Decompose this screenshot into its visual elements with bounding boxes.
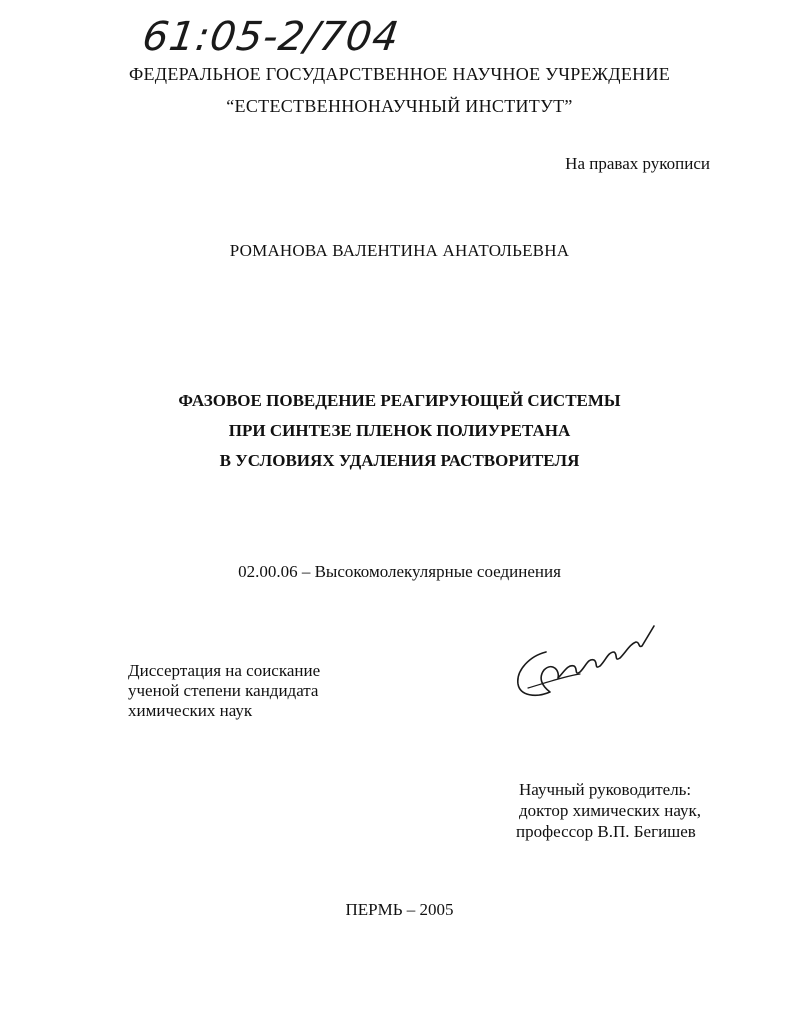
organization-name-line2: “ЕСТЕСТВЕННОНАУЧНЫЙ ИНСТИТУТ”: [226, 96, 573, 116]
thesis-title-line1: ФАЗОВОЕ ПОВЕДЕНИЕ РЕАГИРУЮЩЕЙ СИСТЕМЫ: [178, 391, 621, 410]
handwritten-catalog-code: 61:05-2/704: [139, 14, 403, 60]
manuscript-rights-note: На правах рукописи: [565, 154, 710, 173]
organization-name-line1: ФЕДЕРАЛЬНОЕ ГОСУДАРСТВЕННОЕ НАУЧНОЕ УЧРЕЖДЕНИЕ: [128, 64, 671, 84]
thesis-title-line2: ПРИ СИНТЕЗЕ ПЛЕНОК ПОЛИУРЕТАНА: [228, 421, 571, 440]
dissertation-note-line1: Диссертация на соискание: [128, 661, 321, 680]
supervisor-degree: доктор химических наук,: [519, 801, 702, 820]
author-name: РОМАНОВА ВАЛЕНТИНА АНАТОЛЬЕВНА: [229, 241, 570, 260]
supervisor-name: профессор В.П. Бегишев: [516, 822, 696, 841]
specialty-code: 02.00.06 – Высокомолекулярные соединения: [238, 562, 561, 581]
dissertation-note-line3: химических наук: [128, 701, 253, 720]
author-signature: [508, 612, 658, 712]
dissertation-note-line2: ученой степени кандидата: [128, 681, 319, 700]
thesis-title-line3: В УСЛОВИЯХ УДАЛЕНИЯ РАСТВОРИТЕЛЯ: [219, 451, 580, 470]
city-year: ПЕРМЬ – 2005: [345, 900, 454, 919]
supervisor-label: Научный руководитель:: [519, 780, 692, 799]
